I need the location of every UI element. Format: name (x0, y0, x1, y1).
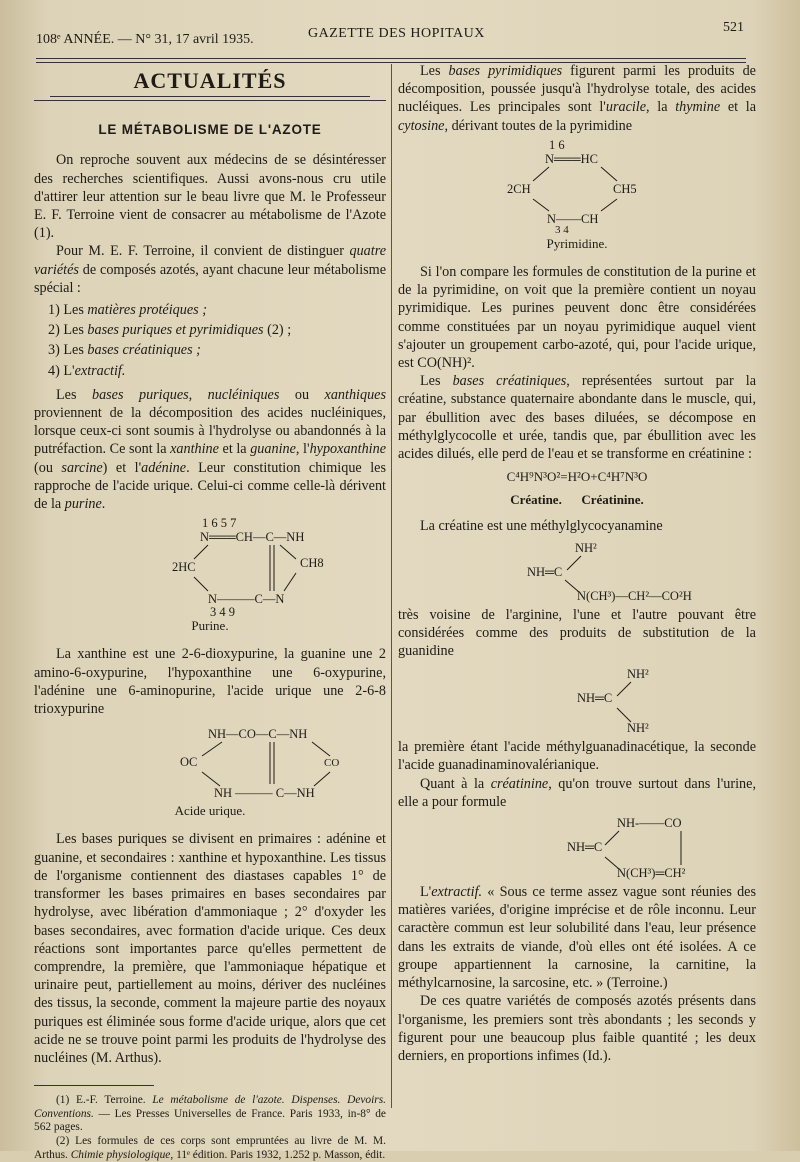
title-rule (50, 96, 370, 97)
uric-left-atom: OC (180, 755, 198, 770)
creatinine-bottom: N(CH³)═CH² (617, 866, 686, 881)
guanidine-formula (467, 662, 687, 736)
mgc-bottom: N(CH³)—CH²—CO²H (577, 588, 692, 603)
section-title: ACTUALITÉS (133, 68, 287, 93)
uric-row-3: NH ——— C—NH (214, 786, 315, 801)
purine-classification-paragraph: Les bases puriques se divisent en primaires : adénine et guanine, et secondaires : xanthine et hypoxanthine. Les tissus de l'organisme contiennent des diastases capables 1° de transformer les bases primaires en bases secondaires par hydrolyse, avec libération d'ammoniaque ; 2° d'oxyder les bases secondaires, avec formation d'acide urique. Ces deux réactions sont importantes parce qu'elles permettent de comprendre, la première, que l'ammoniaque hépatique et urinaire peut, partiellement au moins, dériver des nucléines des tissus, la seconde, comment la majeure partie des noyaux puriques est éliminée sous forme d'acide urique, alors que cet acide ne se trouve point parmi les produits de l'hydrolyse des nucléines (M. Arthus). (34, 831, 386, 1066)
uric-row-1: NH—CO—C—NH (208, 727, 308, 742)
creatinine-top: NH-——CO (617, 816, 682, 831)
creatinine-formula (457, 813, 697, 881)
uric-acid-caption: Acide urique. (174, 803, 246, 819)
right-column (398, 62, 756, 1065)
purine-caption: Purine. (191, 618, 229, 634)
uric-acid-formula (90, 720, 340, 801)
intro-paragraph: On reproche souvent aux médecins de se désintéresser des recherches scientifiques. Aussi avons-nous cru utile d'attirer leur attention sur le beau livre que M. le Professeur E. F. Terroine vient de consacrer au métabolisme de l'Azote (1). (34, 152, 386, 242)
conclusion-paragraph: De ces quatre variétés de composés azotés présents dans l'organisme, les premiers sont très abondants ; les seconds y figurent pour une beaucoup plus faible quantité ; les deux derniers, en proportions infimes (Id.). (398, 993, 756, 1064)
purine-row-1: N═══CH—C—NH (200, 530, 305, 545)
guanidine-mid: NH═C (577, 691, 613, 706)
list-item: 1) Les matières protéiques ; (48, 302, 207, 319)
purine-row-3: N———C—N (208, 592, 285, 607)
list-item: 3) Les bases créatiniques ; (48, 342, 201, 359)
pyrimidine-atom-numbers-top: 1 6 (549, 137, 565, 152)
pyrimidine-right-atom: CH5 (613, 181, 637, 196)
pyrimidine-bases-paragraph: Les bases pyrimidiques figurent parmi les produits de décomposition, poussée jusqu'à l'hydrolyse totale, des acides nucléiques. Les principales sont l'uracile, la thymine et la cytosine, dérivant toutes de la pyrimidine (398, 63, 756, 134)
page-number: 521 (723, 20, 744, 35)
extractive-paragraph: L'extractif. « Sous ce terme assez vague sont réunies des matières variées, d'origine imprécise et de rôle inconnu. Leur caractère commun est leur solubilité dans l'eau, leur présence dans les extraits de viande, d'où elles ont été isolées. A ce groupe appartiennent la carnosine, la carnitine, la méthylcarnosine, la sarcosine, etc. » (Terroine.) (398, 884, 756, 992)
arginine-paragraph: très voisine de l'arginine, l'une et l'autre pouvant être considérées comme des produits de substitution de la guanidine (398, 606, 756, 660)
journal-name: GAZETTE DES HOPITAUX (308, 26, 485, 41)
comparison-paragraph: Si l'on compare les formules de constitution de la purine et de la pyrimidine, on voit que la première contient un noyau pyrimidique. Les purines peuvent donc être considérées comme constituées par un noyau pyrimidique auquel vient s'ajouter un groupement carbo-azoté, qui, pour l'acide urique, est CO(NH)². (398, 264, 756, 372)
footnote-1: (1) E.-F. Terroine. Le métabolisme de l'azote. Dispenses. Devoirs. Conventions. — Les Presses Universelles de France. Paris 1933, in-8° de 562 pages. (34, 1094, 387, 1134)
acids-paragraph: la première étant l'acide méthylguanadinacétique, la seconde l'acide guanadinaminovalérianique. (398, 739, 756, 774)
pyrimidine-formula (477, 137, 677, 236)
pyrimidine-left-atom: 2CH (507, 181, 531, 196)
mgc-mid: NH═C (527, 564, 563, 579)
creatinine-mid: NH═C (567, 840, 603, 855)
mgc-top: NH² (575, 540, 597, 555)
column-divider (391, 64, 392, 1108)
left-column (34, 66, 386, 1162)
purine-bases-paragraph: Les bases puriques, nucléiniques ou xanthiques proviennent de la décomposition des acides nucléiniques, lorsque ceux-ci sont soumis à l'hydrolyse ou abandonnés à la putréfaction. Ce sont la xanthine et la guanine, l'hypoxanthine (ou sarcine) et l'adénine. Leur constitution chimique les rapproche de l'acide urique. Celui-ci comme celle-là dérivent de la purine. (34, 386, 386, 513)
page-header (36, 20, 744, 47)
xanthine-paragraph: La xanthine est une 2-6-dioxypurine, la guanine une 2 amino-6-oxypurine, l'hypoxanthine une 6-oxypurine, l'adénine une 6-aminopurine, l'acide urique une 2-6-8 trioxypurine (34, 646, 386, 718)
pyrimidine-row-3: N——CH (547, 211, 599, 226)
methylglyco-paragraph: La créatine est une méthylglycocyanamine (420, 518, 663, 535)
article-title: LE MÉTABOLISME DE L'AZOTE (98, 122, 322, 138)
varieties-paragraph: Pour M. E. F. Terroine, il convient de distinguer quatre variétés de composés azotés, ayant chacune leur métabolisme spécial : (34, 243, 386, 296)
list-item: 4) L'extractif. (48, 362, 126, 379)
header-rule (36, 58, 746, 59)
varieties-list (48, 301, 386, 380)
uric-right-atom: CO (324, 757, 340, 770)
purine-formula (90, 515, 330, 619)
guanidine-top: NH² (627, 667, 649, 682)
pyrimidine-row-1: N═══HC (545, 151, 598, 166)
purine-atom-numbers-bottom: 3 4 9 (210, 605, 235, 620)
footnote-2: (2) Les formules de ces corps sont empruntées au livre de M. M. Arthus. Chimie physiologique, 11ᵉ édition. Paris 1932, 1.252 p. Masson, édit. (34, 1134, 386, 1161)
guanidine-bottom: NH² (627, 721, 649, 736)
creatine-equation: C⁴H⁹N³O²=H²O+C⁴H⁷N³O (506, 469, 648, 485)
creatinine-paragraph: Quant à la créatinine, qu'on trouve surtout dans l'urine, elle a pour formule (398, 775, 756, 810)
issue-line: 108ᵉ ANNÉE. — N° 31, 17 avril 1935. (36, 32, 254, 47)
purine-right-atom: CH8 (300, 556, 324, 571)
methylglycocyanamine-formula (457, 538, 697, 604)
purine-atom-numbers-top: 1 6 5 7 (202, 516, 237, 531)
pyrimidine-caption: Pyrimidine. (546, 235, 608, 251)
creatine-equation-labels: Créatine. Créatinine. (510, 492, 644, 508)
footnote-rule (34, 1085, 154, 1086)
creatine-bases-paragraph: Les bases créatiniques, représentées surtout par la créatine, substance quaternaire abondante dans le muscle, qui, par ébullition avec des bases diluées, se décompose en méthylglycocolle et urée, tandis que, par ébullition avec les acides dilués, elle perd de l'eau et se transforme en créatinine : (398, 373, 756, 463)
pyrimidine-atom-numbers-bottom: 3 4 (555, 223, 569, 236)
title-rule-2 (34, 100, 386, 101)
list-item: 2) Les bases puriques et pyrimidiques (2) ; (48, 322, 292, 339)
purine-left-atom: 2HC (172, 560, 196, 575)
